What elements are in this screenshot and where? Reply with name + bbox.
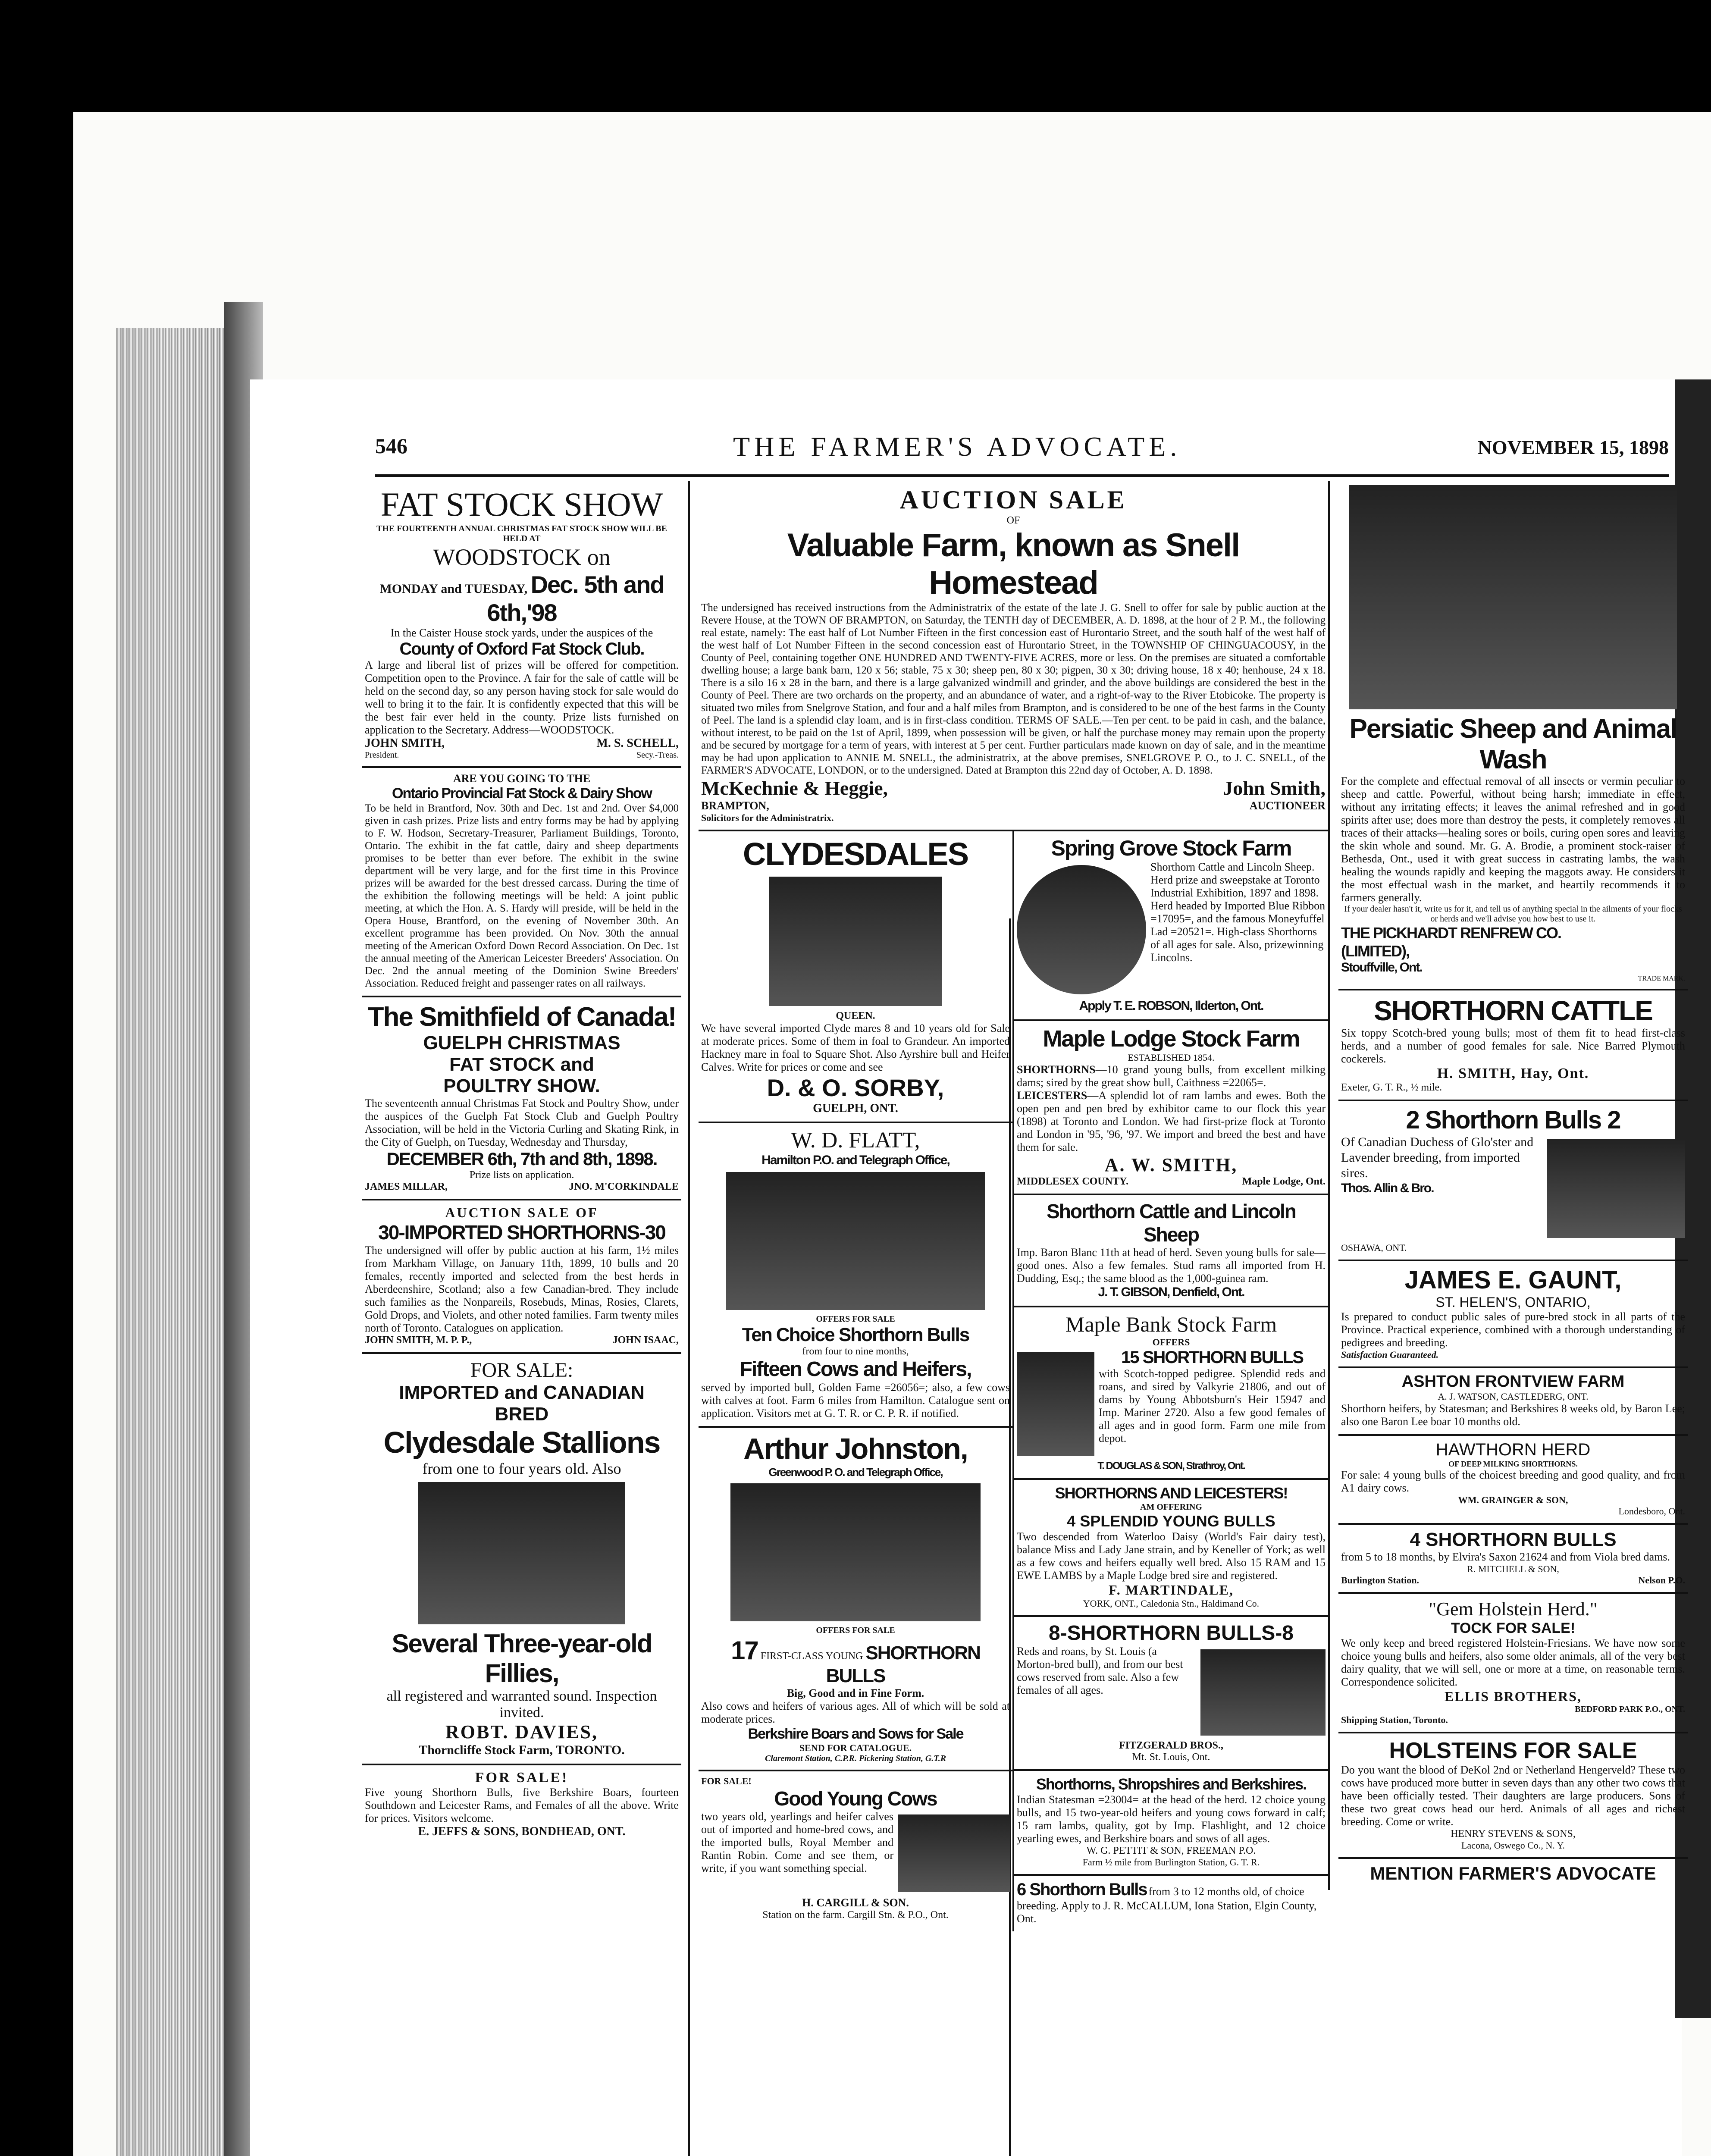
- ad-title: "Gem Holstein Herd.": [1429, 1598, 1598, 1620]
- ad-place: OSHAWA, ONT.: [1341, 1242, 1407, 1253]
- ad-subtitle: Hamilton P.O. and Telegraph Office,: [761, 1153, 950, 1167]
- ad-dates: Dec. 5th and 6th,'98: [487, 571, 664, 626]
- label-leicesters: LEICESTERS: [1017, 1089, 1087, 1102]
- ad-holsteins-stevens: [1338, 1733, 1688, 1859]
- ad-subtitle: from one to four years old. Also: [422, 1460, 621, 1477]
- auctioneer-role: AUCTIONEER: [1249, 799, 1326, 812]
- cattle-illustration: [726, 1172, 985, 1310]
- ad-count-label: FIRST-CLASS YOUNG: [760, 1651, 863, 1662]
- ad-place: BEDFORD PARK P.O., ONT.: [1575, 1705, 1685, 1714]
- ad-body: with Scotch-topped pedigree. Splendid reds and roans, and sired by Valkyrie 21806, and out of dams by Young Abbotsburn's Heir 15947 and Imp. Mariner 2720. Also a few good females of all ages and in good form. Farm one mile from depot.: [1099, 1367, 1326, 1445]
- ad-signature: H. CARGILL & SON.: [802, 1896, 909, 1909]
- ad-title: ASHTON FRONTVIEW FARM: [1401, 1373, 1625, 1391]
- ad-farm: Farm ½ mile from Burlington Station, G. T. R.: [1082, 1857, 1260, 1868]
- ad-persiatic: [1338, 481, 1688, 990]
- sheep-illustration: [1017, 1352, 1094, 1456]
- ad-place: GUELPH, ONT.: [813, 1102, 898, 1115]
- ad-gaunt: [1338, 1261, 1688, 1368]
- ad-place: Mt. St. Louis, Ont.: [1132, 1752, 1210, 1763]
- ad-title: HOLSTEINS FOR SALE: [1389, 1738, 1637, 1763]
- sheep-round-illustration: [1017, 865, 1146, 994]
- ad-body: from 3 to 12 months old, of choice breeding. Apply to J. R. McCALLUM, Iona Station, Elgin County, Ont.: [1017, 1885, 1317, 1925]
- ad-body: Five young Shorthorn Bulls, five Berkshire Boars, fourteen Southdown and Leicester Rams, and Females of all the above. Write for prices. Visitors welcome.: [365, 1786, 679, 1824]
- ad-heading: AUCTION SALE OF: [445, 1205, 599, 1220]
- ad-flatt: [699, 1123, 1012, 1428]
- ad-title: 8-SHORTHORN BULLS-8: [1048, 1622, 1294, 1645]
- ad-auction-30-shorthorns: [362, 1200, 681, 1354]
- ad-offers: AM OFFERING: [1140, 1502, 1202, 1512]
- ad-body: For the complete and effectual removal of all insects or vermin peculiar to sheep and cattle. Powerful, without being harsh; immediate in effect, without any irritating effects; it leaves the animal refreshed and in good spirits after use; does more than destroy the pests, it completely removes all traces of their attacks—healing sores or boils, curing open sores and leaving the skin whole and sound. Mr. G. A. Brodie, a prominent stock-raiser of Bethesda, Ont., used it with great success in castrating lambs, the wash healing the wounds rapidly and keeping the maggots away. He considers it the most effectual wash in the market, and heartily recommends it to farmers generally.: [1341, 775, 1685, 904]
- ad-established: ESTABLISHED 1854.: [1128, 1052, 1215, 1063]
- ad-signature: E. JEFFS & SONS, BONDHEAD, ONT.: [418, 1825, 626, 1838]
- ad-line: POULTRY SHOW.: [443, 1075, 600, 1097]
- ad-place: WOODSTOCK on: [433, 544, 611, 570]
- ad-body: served by imported bull, Golden Fame =26056=; also, a few cows with calves at foot. Farm 6 miles from Hamilton. Catalogue sent on application. Visitors met at G. T. R. or C. P. R. if notified.: [701, 1381, 1010, 1420]
- ad-offers: OFFERS FOR SALE: [816, 1314, 895, 1324]
- ad-place: Stouffville, Ont.: [1341, 960, 1422, 975]
- ad-place: Maple Lodge, Ont.: [1242, 1176, 1326, 1187]
- illustration-caption: QUEEN.: [836, 1010, 875, 1022]
- ad-body: two years old, yearlings and heifer calves out of imported and home-bred cows, and the imported bulls, Royal Member and Rantin Robin. Come and see them, or write, if you want something special.: [701, 1810, 893, 1874]
- ad-shorthorn-cattle-smith: [1338, 990, 1688, 1101]
- signature-secretary: M. S. SCHELL,: [596, 736, 679, 750]
- signature-auctioneer: John Smith,: [1223, 777, 1326, 799]
- ad-mention: [1338, 1859, 1688, 1890]
- role-secretary: Secy.-Treas.: [636, 750, 679, 760]
- ad-title: Shorthorns, Shropshires and Berkshires.: [1036, 1775, 1307, 1793]
- ad-place: Exeter, G. T. R., ½ mile.: [1341, 1082, 1442, 1093]
- ad-gem-holstein: [1338, 1594, 1688, 1733]
- ad-maple-bank: [1014, 1307, 1328, 1480]
- ad-question: ARE YOU GOING TO THE: [453, 772, 591, 785]
- middle-subcolumn-left: [699, 831, 1014, 1931]
- ad-title: JAMES E. GAUNT,: [1404, 1266, 1622, 1294]
- ad-body: Six toppy Scotch-bred young bulls; most of them fit to head first-class herds, and a number of good females for sale. Nice Barred Plymouth cockerels.: [1341, 1027, 1685, 1065]
- ad-body: For sale: 4 young bulls of the choicest breeding and good quality, and from A1 dairy cows.: [1341, 1469, 1685, 1494]
- ad-line: BRED: [495, 1404, 549, 1425]
- header-rule: [375, 474, 1669, 477]
- ad-title: Good Young Cows: [774, 1787, 937, 1810]
- ad-cargill: [699, 1771, 1012, 1927]
- ad-title: HAWTHORN HERD: [1435, 1440, 1591, 1459]
- ad-days: MONDAY and TUESDAY,: [379, 582, 528, 596]
- ad-body: To be held in Brantford, Nov. 30th and Dec. 1st and 2nd. Over $4,000 given in cash prizes. Prize lists and entry forms may be had by applying to F. W. Hodson, Secretary-Treasurer, Parliament Buildings, Toronto, Ontario. The exhibit in the fat cattle, dairy and sheep departments promises to be better than ever before. The exhibit in the swine department will be very large, and for the first time in this Province prizes will be awarded for the best dressed carcass. During the time of the exhibition the following meetings will be held: A joint public meeting, at which the Hon. A. S. Hardy will preside, will be held in the Opera House, Brantford, on the evening of November 30th. An excellent programme has been provided. On Nov. 30th the annual meeting of the American Oxford Down Record Association. On Dec. 1st the annual meeting of the American Leicester Breeders' Association. On Dec. 2nd the annual meeting of the Dominion Swine Breeders' Association. Reduced freight and passenger rates on all railways.: [365, 802, 679, 989]
- ad-body: Reds and roans, by St. Louis (a Morton-bred bull), and from our best cows reserved from sale. Also a few females of all ages.: [1017, 1645, 1183, 1696]
- ad-note: Prize lists on application.: [469, 1169, 574, 1181]
- solicitors-role: Solicitors for the Administratrix.: [701, 812, 834, 823]
- signature-owner: JOHN ISAAC,: [612, 1335, 679, 1346]
- ad-title: 6 Shorthorn Bulls: [1017, 1880, 1147, 1899]
- ad-title: Ontario Provincial Fat Stock & Dairy Show: [392, 785, 652, 802]
- ad-title: SHORTHORN CATTLE: [1374, 995, 1652, 1026]
- ad-line: GUELPH CHRISTMAS: [423, 1032, 620, 1053]
- ad-body: Indian Statesman =23004= at the head of the herd. 12 choice young bulls, and 15 two-year-old heifers and young cows forward in calf; 15 ram lambs, quality, got by Imp. Flashlight, and 12 choice yearling ewes, and Berkshire boars and sows of all ages.: [1017, 1793, 1326, 1845]
- ad-signature: J. T. GIBSON, Denfield, Ont.: [1098, 1285, 1244, 1299]
- ad-heading: FOR SALE!: [701, 1776, 752, 1786]
- column-right: [1328, 481, 1688, 1890]
- ad-line: Ten Choice Shorthorn Bulls: [742, 1324, 969, 1345]
- ad-title: Arthur Johnston,: [743, 1432, 968, 1465]
- bull-illustration: [1200, 1649, 1326, 1736]
- ad-farm: Thorncliffe Stock Farm, TORONTO.: [419, 1743, 625, 1757]
- ad-allin: [1338, 1101, 1688, 1261]
- publication-title: THE FARMER'S ADVOCATE.: [733, 431, 1181, 462]
- signature-president: JAMES MILLAR,: [365, 1181, 448, 1192]
- ad-line: all registered and warranted sound. Inspection invited.: [386, 1688, 657, 1720]
- ad-post-office: Nelson P.O.: [1638, 1575, 1685, 1586]
- ad-hawthorn: [1338, 1436, 1688, 1525]
- ad-body: We have several imported Clyde mares 8 and 10 years old for Sale at moderate prices. Some of them in foal to Grandeur. An imported Hackney mare in foal to Square Shot. Also Ayrshire bull and Heifer Calves. Write for prices or come and see: [701, 1022, 1010, 1073]
- column-left: [362, 481, 681, 1845]
- ad-offers: OFFERS: [1152, 1337, 1190, 1348]
- ad-body: A large and liberal list of prizes will be offered for competition. Competition open to the Province. A fair for the sale of cattle will be held on the second day, so any person having stock for sale would do well to bring it to the fair. It is confidently expected that this will be the best fair ever held in the county. Prize lists furnished on application to the Secretary. Address—WOODSTOCK.: [365, 659, 679, 736]
- ad-mitchell: [1338, 1525, 1688, 1594]
- ad-title: Persiatic Sheep and Animal Wash: [1349, 714, 1677, 774]
- column-divider: [688, 481, 690, 2156]
- ad-line: SEND FOR CATALOGUE.: [799, 1742, 912, 1753]
- ad-jeffs-for-sale: [362, 1765, 681, 1845]
- page-number: 546: [375, 434, 407, 458]
- ad-club: County of Oxford Fat Stock Club.: [399, 639, 644, 658]
- ad-ontario-fat-stock: [362, 768, 681, 997]
- ad-subtitle: A. J. WATSON, CASTLEDERG, ONT.: [1438, 1391, 1589, 1402]
- ad-subtitle: OF DEEP MILKING SHORTHORNS.: [1448, 1460, 1578, 1468]
- ad-signature: THE PICKHARDT RENFREW CO. (LIMITED),: [1341, 924, 1561, 960]
- ad-signature: WM. GRAINGER & SON,: [1458, 1495, 1568, 1505]
- ad-heading: FOR SALE!: [475, 1770, 569, 1786]
- horse-illustration: [418, 1482, 625, 1624]
- ad-station: Station on the farm. Cargill Stn. & P.O., Ont.: [762, 1909, 949, 1921]
- ad-mccallum: [1014, 1876, 1328, 1931]
- ad-count: 17: [731, 1636, 758, 1665]
- ad-signature: ELLIS BROTHERS,: [1444, 1689, 1582, 1704]
- ad-place: Lacona, Oswego Co., N. Y.: [1461, 1840, 1565, 1851]
- ad-fitzgerald: [1014, 1617, 1328, 1771]
- ad-title: 30-IMPORTED SHORTHORNS-30: [378, 1221, 665, 1244]
- ad-title: Shorthorn Cattle and Lincoln Sheep: [1047, 1200, 1296, 1246]
- ad-line: 4 SPLENDID YOUNG BULLS: [1067, 1512, 1275, 1530]
- ad-heading: FOR SALE:: [470, 1359, 573, 1382]
- ad-arthur-johnston: [699, 1428, 1012, 1771]
- ad-body: from 5 to 18 months, by Elvira's Saxon 21624 and from Viola bred dams.: [1341, 1551, 1670, 1563]
- ad-signature: Thos. Allin & Bro.: [1341, 1181, 1434, 1195]
- ad-county: MIDDLESEX COUNTY.: [1017, 1176, 1129, 1187]
- ad-signature: HENRY STEVENS & SONS,: [1451, 1828, 1576, 1839]
- ad-title: Spring Grove Stock Farm: [1051, 836, 1291, 860]
- ad-title: The Smithfield of Canada!: [367, 1002, 676, 1032]
- ad-signature: Apply T. E. ROBSON, Ilderton, Ont.: [1079, 999, 1263, 1013]
- ad-place: YORK, ONT., Caledonia Stn., Haldimand Co.: [1083, 1598, 1260, 1609]
- ad-signature: A. W. SMITH,: [1104, 1154, 1238, 1175]
- ad-line: from four to nine months,: [802, 1346, 909, 1357]
- issue-date: NOVEMBER 15, 1898: [1477, 436, 1669, 458]
- ad-body: Shorthorn Cattle and Lincoln Sheep. Herd prize and sweepstake at Toronto Industrial Exhibition, 1897 and 1898. Herd headed by Imported Blue Ribbon =17095=, and the famous Moneyfuffel Lad =20521=. High-class Shorthorns of all ages for sale. Also, prizewinning Lincolns.: [1150, 861, 1326, 964]
- ad-offers: OFFERS FOR SALE: [816, 1626, 895, 1635]
- ad-place: ST. HELEN'S, ONTARIO,: [1435, 1294, 1591, 1310]
- ad-note: If your dealer hasn't it, write us for it, and tell us of anything special in the ailments of your flocks or herds and we'll advise you how best to use it.: [1344, 904, 1682, 924]
- ad-body: The seventeenth annual Christmas Fat Stock and Poultry Show, under the auspices of the Guelph Fat Stock Club and Guelph Poultry Association, will be held in the Victoria Curling and Skating Rink, in the City of Guelph, on Tuesday, Wednesday and Thursday,: [365, 1097, 679, 1148]
- middle-subcolumns: [699, 831, 1328, 1931]
- ad-body: We only keep and breed registered Holstein-Friesians. We have now some choice young bulls and heifers, also some older animals, all of the very best dairy quality, that we will sell, one or more at a time, on reasonable terms. Correspondence solicited.: [1341, 1637, 1685, 1688]
- sheep-illustration: [1349, 485, 1677, 709]
- ad-mention-text: MENTION FARMER'S ADVOCATE: [1370, 1863, 1656, 1883]
- bull-illustration: [1547, 1139, 1685, 1238]
- signature-auctioneer: JOHN SMITH, M. P. P.,: [365, 1335, 472, 1346]
- column-middle: [699, 481, 1328, 1931]
- ad-signature: F. MARTINDALE,: [1109, 1582, 1234, 1598]
- ad-spring-grove: [1014, 831, 1328, 1021]
- ad-smithfield: [362, 997, 681, 1200]
- signature-solicitors: McKechnie & Heggie,: [701, 777, 888, 799]
- ad-title: 4 SHORTHORN BULLS: [1410, 1529, 1617, 1550]
- ad-station: Shipping Station, Toronto.: [1341, 1714, 1448, 1725]
- ad-body: Two descended from Waterloo Daisy (World's Fair dairy test), balance Miss and Lady Jane strain, and by Keneller of York; as well as a few cows and heifers equally well bred. Also 15 RAM and 15 EWE LAMBS by a Maple Lodge bred sire and registered.: [1017, 1530, 1326, 1582]
- ad-body: Also cows and heifers of various ages. All of which will be sold at moderate prices.: [701, 1700, 1010, 1725]
- ad-body: Is prepared to conduct public sales of pure-bred stock in all parts of the Province. Practical experience, combined with a thorough understanding of pedigrees and breeding.: [1341, 1310, 1685, 1349]
- signature-secretary: JNO. M'CORKINDALE: [569, 1181, 679, 1192]
- trade-mark-label: TRADE MARK.: [1638, 975, 1685, 982]
- ad-subtitle: TOCK FOR SALE!: [1451, 1620, 1576, 1636]
- ad-signature: T. DOUGLAS & SON, Strathroy, Ont.: [1097, 1460, 1245, 1472]
- ad-line: SHORTHORN BULLS: [826, 1642, 980, 1686]
- ad-title: Maple Lodge Stock Farm: [1043, 1026, 1300, 1052]
- ad-auction-snell-homestead: [699, 481, 1328, 831]
- ad-body: —10 grand young bulls, from excellent milking dams; sired by the great show bull, Caithness =22065=.: [1017, 1063, 1326, 1089]
- ad-body: Of Canadian Duchess of Glo'ster and Lavender breeding, from imported sires.: [1341, 1135, 1534, 1180]
- horse-queen-illustration: [769, 877, 942, 1006]
- middle-subcolumn-right: [1014, 831, 1328, 1931]
- ad-of: OF: [1006, 515, 1020, 526]
- ad-subtitle: THE FOURTEENTH ANNUAL CHRISTMAS FAT STOCK SHOW WILL BE HELD AT: [376, 524, 667, 543]
- ad-heading: AUCTION SALE: [899, 486, 1127, 514]
- ad-body: Shorthorn heifers, by Statesman; and Berkshires 8 weeks old, by Baron Lee; also one Baron Lee boar 10 months old.: [1341, 1402, 1685, 1428]
- ad-line: Fifteen Cows and Heifers,: [740, 1358, 971, 1381]
- ad-maple-lodge: [1014, 1021, 1328, 1195]
- ad-body: Do you want the blood of DeKol 2nd or Netherland Hengerveld? These two cows have produced more butter in seven days than any other two cows that have been officially tested. Their daughters are large producers. Sons of these two great cows head our herd. Animals of all ages and richest breeding. Come or write.: [1341, 1764, 1685, 1828]
- ad-clydesdale-stallions: [362, 1354, 681, 1765]
- ad-line: FAT STOCK and: [449, 1054, 594, 1075]
- ad-title: SHORTHORNS AND LEICESTERS!: [1055, 1484, 1288, 1502]
- ad-signature: ROBT. DAVIES,: [445, 1721, 599, 1742]
- ad-title: 2 Shorthorn Bulls 2: [1406, 1106, 1620, 1134]
- ad-subtitle: Greenwood P. O. and Telegraph Office,: [768, 1466, 943, 1479]
- ad-line: 15 SHORTHORN BULLS: [1121, 1348, 1303, 1367]
- ad-body: The undersigned has received instructions from the Administratrix of the estate of the late J. G. Snell to offer for sale by public auction at the Revere House, at the TOWN OF BRAMPTON, on Saturday, the TENTH day of DECEMBER, A. D. 1898, at the hour of 2 P. M., the following real estate, namely: The east half of Lot Number Fifteen in the first concession east of Hurontario Street, and the south half of the west half of the west half of Lot Number Fifteen in the second concession east of Hurontario Street, in the TOWNSHIP OF CHINGUACOUSY, in the County of Peel, containing together ONE HUNDRED AND TWENTY-FIVE ACRES, more or less. On the premises are situated a comfortable dwelling house; a large bank barn, 120 x 56; stable, 75 x 30; sheep pen, 80 x 30; pigpen, 30 x 30; driving house, 18 x 40; henhouse, 24 x 18. There is a silo 16 x 28 in the barn, and there is a large galvanized windmill and grinder, and the above buildings are considered the best in the County of Peel. There are two orchards on the property, and an abundance of water, and a right-of-way to the River Etobicoke. The property is situated two miles from Snelgrove Station, and four and a half miles from Brampton, and is considered to be one of the best farms in the County of Peel. The land is a splendid clay loam, and is in first-class condition. TERMS OF SALE.—Ten per cent. to be paid in cash, and the balance, without interest, to be paid on the 1st of April, 1899, when possession will be given, or half the purchase money may remain upon the property and be secured by mortgage for a term of years, with interest at 5 per cent. Further particulars made known on day of sale, and in the meantime may be had upon application to ANNIE M. SNELL, the administratrix, at the above premises, SNELGROVE P. O., to J. C. SNELL, of the FARMER'S ADVOCATE, LONDON, or to the undersigned. Dated at Brampton this 22nd day of October, A. D. 1898.: [701, 602, 1326, 776]
- cow-illustration: [898, 1814, 1010, 1892]
- ad-pettit: [1014, 1771, 1328, 1876]
- ad-ashton: [1338, 1368, 1688, 1436]
- ad-gibson: [1014, 1195, 1328, 1307]
- role-president: President.: [365, 750, 399, 760]
- ad-note: Satisfaction Guaranteed.: [1341, 1349, 1439, 1360]
- ad-signature: R. MITCHELL & SON,: [1467, 1564, 1559, 1574]
- ad-body: Imp. Baron Blanc 11th at head of herd. Seven young bulls for sale—good ones. Also a few females. Stud rams all imported from H. Dudding, Esq.; the same blood as the 1,000-guinea ram.: [1017, 1246, 1326, 1285]
- ad-where: In the Caister House stock yards, under the auspices of the: [390, 627, 653, 639]
- ad-place: Burlington Station.: [1341, 1575, 1419, 1586]
- page-header: [375, 433, 1669, 468]
- solicitors-place: BRAMPTON,: [701, 799, 769, 812]
- ad-dates: DECEMBER 6th, 7th and 8th, 1898.: [386, 1149, 657, 1169]
- ad-fat-stock-show: [362, 481, 681, 768]
- ad-line: Big, Good and in Fine Form.: [787, 1687, 924, 1699]
- ad-line: Several Three-year-old Fillies,: [392, 1629, 652, 1688]
- ad-title: CLYDESDALES: [743, 836, 968, 872]
- ad-title: FAT STOCK SHOW: [380, 486, 663, 523]
- ad-place: Londesboro, Ont.: [1618, 1506, 1685, 1517]
- ad-title: W. D. FLATT,: [791, 1128, 920, 1153]
- ad-line: Berkshire Boars and Sows for Sale: [748, 1726, 963, 1742]
- ad-signature: D. & O. SORBY,: [767, 1074, 944, 1101]
- ad-title: Maple Bank Stock Farm: [1065, 1312, 1277, 1336]
- ad-body: —A splendid lot of ram lambs and ewes. Both the open pen and pen bred by exhibitor came to our flock this year (1898) at Toronto and London. We had first-prize flock at Toronto and London in '95, '96, '97. We import and breed the best and have them for sale.: [1017, 1089, 1326, 1153]
- ad-line: IMPORTED and CANADIAN: [399, 1382, 645, 1403]
- ad-title: Valuable Farm, known as Snell Homestead: [787, 527, 1240, 601]
- ad-stations: Claremont Station, C.P.R. Pickering Station, G.T.R: [765, 1754, 946, 1763]
- ad-signature: W. G. PETTIT & SON, FREEMAN P.O.: [1086, 1845, 1256, 1856]
- ad-martindale: [1014, 1480, 1328, 1617]
- ad-body: The undersigned will offer by public auction at his farm, 1½ miles from Markham Village, on January 11th, 1899, 10 bulls and 20 females, recently imported and selected from the best herds in Aberdeenshire, Scotland; also a few Canadian-bred. They include such families as the Nonpareils, Rosebuds, Minas, Rosies, Clarets, Gold Drops, and Violets, and other noted families. Farm twenty miles north of Toronto. Catalogues on application.: [365, 1244, 679, 1334]
- ad-title: Clydesdale Stallions: [383, 1426, 660, 1459]
- ad-signature: FITZGERALD BROS.,: [1119, 1740, 1224, 1751]
- label-shorthorns: SHORTHORNS: [1017, 1063, 1096, 1076]
- bull-illustration: [730, 1483, 981, 1621]
- ad-clydesdales-sorby: [699, 831, 1012, 1123]
- signature-president: JOHN SMITH,: [365, 736, 445, 750]
- ad-signature: H. SMITH, Hay, Ont.: [1437, 1065, 1589, 1081]
